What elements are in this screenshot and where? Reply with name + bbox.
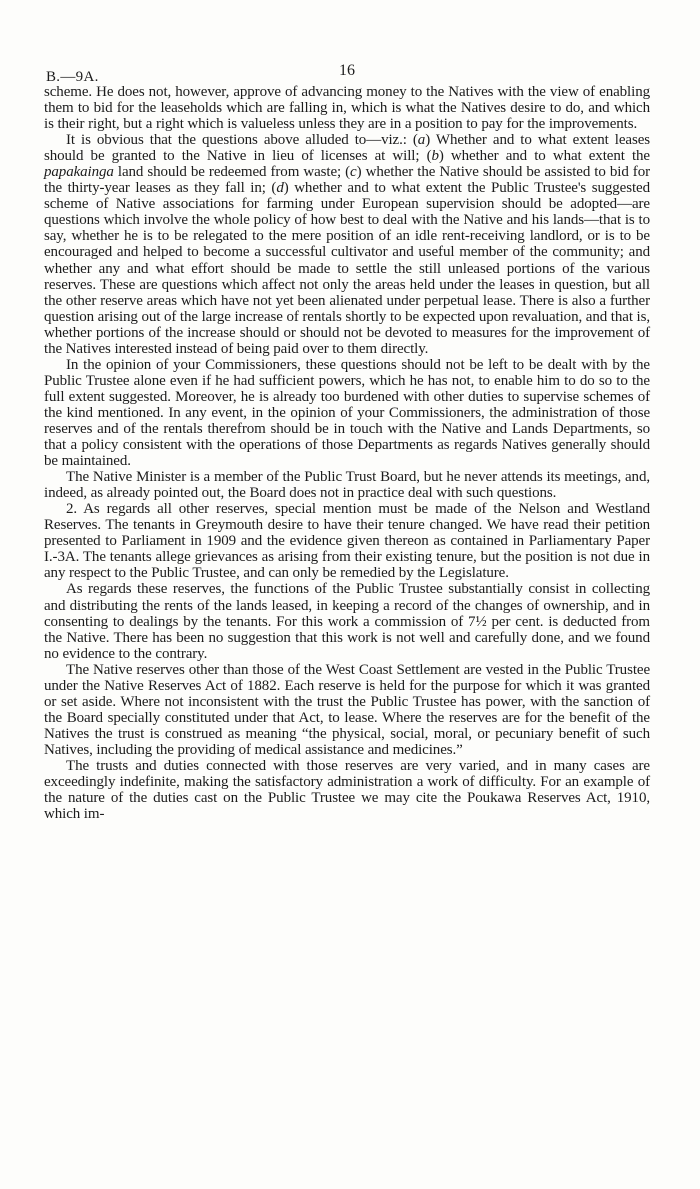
page-number: 16 — [339, 62, 355, 79]
paragraph: It is obvious that the questions above alluded to—viz.: (a) Whether and to what extent leases should be granted to the Native in lieu of licenses at will; (b) whether and to what extent the papakainga land should be redeemed from waste; (c) whether the Native should be assisted to bid for the thirty-year leases as they fall in; (d) whether and to what extent the Public Trustee's suggested scheme of Native associations for farming under European supervision should be adopted—are questions which involve the whole policy of how best to deal with the Native and his lands—that is to say, whether he is to be relegated to the mere position of an idle rent-receiving landlord, or is to be encouraged and helped to become a successful cultivator and useful member of the community; and whether any and what effort should be made to settle the still unleased portions of the various reserves. These are questions which affect not only the areas held under the leases in question, but all the other reserve areas which have not yet been alienated under perpetual lease. There is also a further question arising out of the large increase of rentals shortly to be expected upon revaluation, and that is, whether portions of the increase should or should not be devoted to measures for the improvement of the Natives interested instead of being paid over to them directly. — [44, 132, 651, 357]
paragraph: The trusts and duties connected with those reserves are very varied, and in many cases are exceedingly indefinite, making the satisfactory administration a work of difficulty. For an example of the nature of the duties cast on the Public Trustee we may cite the Poukawa Reserves Act, 1910, which im- — [44, 757, 650, 823]
paragraph: scheme. He does not, however, approve of advancing money to the Natives with the view of enabling them to bid for the leaseholds which are falling in, which is what the Natives desire to do, and which is their right, but a right which is valueless unless they are in a position to pay for the improvements. — [44, 84, 650, 133]
paragraph: As regards these reserves, the functions of the Public Trustee substantially consist in collecting and distributing the rents of the lands leased, in keeping a record of the changes of ownership, and in consenting to dealings by the tenants. For this work a commission of 7½ per cent. is deducted from the Native. There has been no suggestion that this work is not well and carefully done, and we found no evidence to the contrary. — [44, 581, 650, 662]
paragraph: The Native reserves other than those of the West Coast Settlement are vested in the Public Trustee under the Native Reserves Act of 1882. Each reserve is held for the purpose for which it was granted or set aside. Where not inconsistent with the trust the Public Trustee has power, with the sanction of the Board specially constituted under that Act, to lease. Where the reserves are for the benefit of the Natives the trust is construed as meaning “the physical, social, moral, or pecuniary benefit of such Natives, including the providing of medical assistance and medicines.” — [44, 661, 650, 758]
document-reference: B.—9A. — [46, 69, 99, 85]
report-body — [44, 84, 650, 822]
page-header — [44, 58, 650, 84]
paragraph: In the opinion of your Commissioners, these questions should not be left to be dealt with by the Public Trustee alone even if he had sufficient powers, which he has not, to enable him to do so to the full extent suggested. Moreover, he is already too burdened with other duties to supervise schemes of the kind mentioned. In any event, in the opinion of your Commissioners, the administration of those reserves and of the rentals therefrom should be in touch with the Native and Lands Departments, so that a policy consistent with the operations of those Departments as regards Natives generally should be maintained. — [44, 356, 650, 470]
paragraph: The Native Minister is a member of the Public Trust Board, but he never attends its meetings, and, indeed, as already pointed out, the Board does not in practice deal with such questions. — [44, 469, 650, 502]
paragraph: 2. As regards all other reserves, special mention must be made of the Nelson and Westland Reserves. The tenants in Greymouth desire to have their tenure changed. We have read their petition presented to Parliament in 1909 and the evidence given thereon as contained in Parliamentary Paper I.-3A. The tenants allege grievances as arising from their existing tenure, but the position is not due in any respect to the Public Trustee, and can only be remedied by the Legislature. — [44, 501, 650, 582]
